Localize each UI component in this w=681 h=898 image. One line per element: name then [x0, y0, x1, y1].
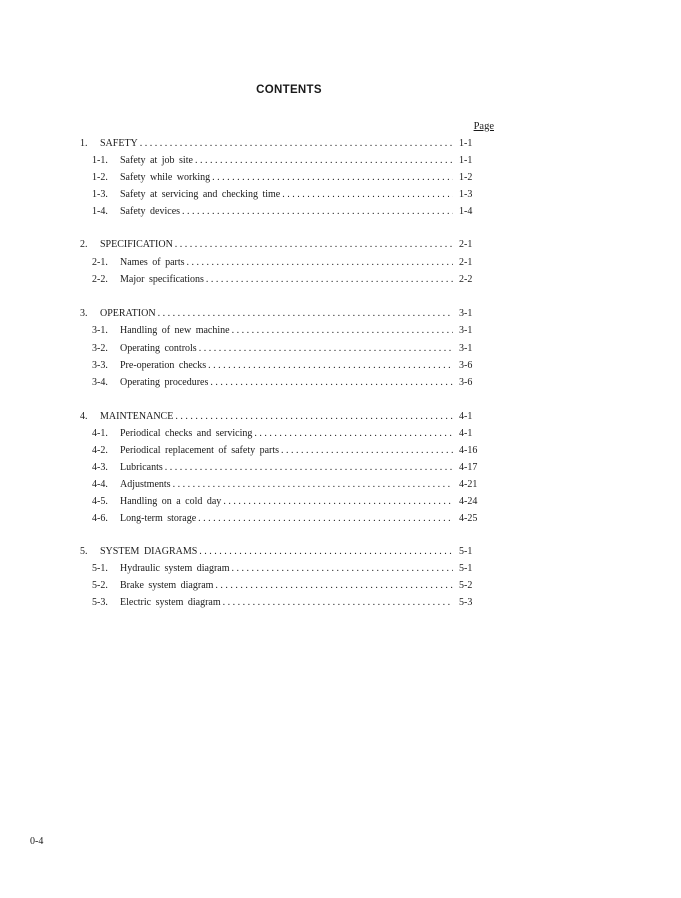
- toc-entry-label: SAFETY: [100, 138, 138, 149]
- toc-entry-number: 1-4.: [92, 206, 108, 217]
- toc-entry-subsection: [80, 580, 487, 594]
- toc-entry-page: 3-6: [459, 360, 473, 371]
- toc-entry-label: Safety at servicing and checking time: [120, 189, 281, 200]
- toc-entry-label: Long-term storage: [120, 513, 197, 524]
- dot-leader: [197, 546, 453, 557]
- toc-entry-page: 1-2: [459, 172, 473, 183]
- dot-leader: [163, 462, 453, 473]
- toc-entry-page: 4-21: [459, 479, 478, 490]
- toc-entry-subsection: [80, 462, 487, 476]
- page-column-header: Page: [473, 121, 494, 132]
- toc-entry-label: Lubricants: [120, 462, 163, 473]
- dot-leader: [196, 513, 453, 524]
- toc-entry-label: Handling on a cold day: [120, 496, 222, 507]
- toc-entry-label: Safety at job site: [120, 155, 193, 166]
- toc-entry-label: Periodical replacement of safety parts: [120, 445, 280, 456]
- toc-entry-page: 4-1: [459, 428, 473, 439]
- dot-leader: [197, 343, 453, 354]
- toc-entry-subsection: [80, 257, 487, 271]
- toc-entry-label: OPERATION: [100, 308, 156, 319]
- toc-entry-label: Safety devices: [120, 206, 181, 217]
- dot-leader: [185, 257, 453, 268]
- toc-entry-number: 1-3.: [92, 189, 108, 200]
- toc-entry-number: 3-2.: [92, 343, 108, 354]
- toc-entry-number: 1-1.: [92, 155, 108, 166]
- toc-entry-subsection: [80, 274, 487, 288]
- toc-entry-page: 3-1: [459, 308, 473, 319]
- toc-entry-subsection: [80, 343, 487, 357]
- dot-leader: [252, 428, 453, 439]
- dot-leader: [193, 155, 453, 166]
- dot-leader: [204, 274, 453, 285]
- toc-entry-page: 4-16: [459, 445, 478, 456]
- toc-entry-label: SYSTEM DIAGRAMS: [100, 546, 198, 557]
- toc-entry-subsection: [80, 377, 487, 391]
- dot-leader: [171, 479, 453, 490]
- toc-entry-subsection: [80, 513, 487, 527]
- toc-entry-section: [80, 411, 487, 425]
- toc-entry-number: 3-1.: [92, 325, 108, 336]
- toc-entry-number: 2-2.: [92, 274, 108, 285]
- toc-entry-label: Adjustments: [120, 479, 171, 490]
- toc-entry-page: 3-1: [459, 343, 473, 354]
- toc-entry-page: 5-1: [459, 546, 473, 557]
- dot-leader: [208, 377, 453, 388]
- toc-entry-number: 4-5.: [92, 496, 108, 507]
- document-title: CONTENTS: [256, 84, 322, 96]
- toc-entry-section: [80, 138, 487, 152]
- toc-entry-label: Operating procedures: [120, 377, 209, 388]
- toc-entry-number: 2.: [80, 239, 88, 250]
- toc-entry-section: [80, 308, 487, 322]
- toc-entry-subsection: [80, 428, 487, 442]
- toc-entry-number: 1-2.: [92, 172, 108, 183]
- toc-entry-subsection: [80, 563, 487, 577]
- toc-entry-number: 3-4.: [92, 377, 108, 388]
- toc-entry-page: 1-1: [459, 155, 473, 166]
- toc-entry-subsection: [80, 479, 487, 493]
- dot-leader: [210, 172, 453, 183]
- toc-entry-subsection: [80, 172, 487, 186]
- toc-entry-number: 5-2.: [92, 580, 108, 591]
- toc-entry-subsection: [80, 496, 487, 510]
- toc-entry-section: [80, 239, 487, 253]
- toc-entry-label: Major specifications: [120, 274, 204, 285]
- dot-leader: [221, 597, 453, 608]
- dot-leader: [230, 563, 453, 574]
- toc-entry-number: 4-1.: [92, 428, 108, 439]
- toc-entry-page: 1-3: [459, 189, 473, 200]
- toc-entry-page: 4-24: [459, 496, 478, 507]
- toc-entry-label: Names of parts: [120, 257, 185, 268]
- dot-leader: [230, 325, 453, 336]
- toc-entry-page: 4-25: [459, 513, 478, 524]
- toc-entry-number: 3-3.: [92, 360, 108, 371]
- toc-entry-page: 2-2: [459, 274, 473, 285]
- toc-entry-label: MAINTENANCE: [100, 411, 174, 422]
- toc-entry-page: 3-6: [459, 377, 473, 388]
- toc-entry-subsection: [80, 325, 487, 339]
- toc-entry-subsection: [80, 360, 487, 374]
- toc-entry-page: 1-4: [459, 206, 473, 217]
- toc-entry-number: 4.: [80, 411, 88, 422]
- toc-entry-number: 4-3.: [92, 462, 108, 473]
- dot-leader: [173, 411, 453, 422]
- toc-entry-label: Safety while working: [120, 172, 211, 183]
- toc-entry-subsection: [80, 189, 487, 203]
- toc-entry-page: 5-1: [459, 563, 473, 574]
- toc-entry-subsection: [80, 155, 487, 169]
- toc-entry-label: Brake system diagram: [120, 580, 214, 591]
- toc-entry-subsection: [80, 597, 487, 611]
- dot-leader: [206, 360, 453, 371]
- footer-page-number: 0-4: [30, 836, 44, 847]
- toc-entry-page: 4-17: [459, 462, 478, 473]
- toc-entry-number: 5-3.: [92, 597, 108, 608]
- toc-entry-number: 4-2.: [92, 445, 108, 456]
- toc-entry-number: 5.: [80, 546, 88, 557]
- toc-entry-label: Pre-operation checks: [120, 360, 207, 371]
- toc-entry-label: Hydraulic system diagram: [120, 563, 230, 574]
- toc-entry-page: 3-1: [459, 325, 473, 336]
- dot-leader: [138, 138, 453, 149]
- toc-entry-subsection: [80, 206, 487, 220]
- dot-leader: [221, 496, 453, 507]
- toc-entry-page: 5-2: [459, 580, 473, 591]
- toc-entry-subsection: [80, 445, 487, 459]
- dot-leader: [279, 445, 453, 456]
- dot-leader: [180, 206, 453, 217]
- toc-entry-page: 1-1: [459, 138, 473, 149]
- toc-entry-page: 2-1: [459, 239, 473, 250]
- toc-entry-label: Electric system diagram: [120, 597, 221, 608]
- toc-entry-number: 4-6.: [92, 513, 108, 524]
- toc-entry-label: Operating controls: [120, 343, 197, 354]
- dot-leader: [213, 580, 453, 591]
- toc-entry-page: 4-1: [459, 411, 473, 422]
- toc-entry-section: [80, 546, 487, 560]
- toc-entry-number: 5-1.: [92, 563, 108, 574]
- toc-entry-page: 2-1: [459, 257, 473, 268]
- toc-entry-number: 1.: [80, 138, 88, 149]
- dot-leader: [173, 239, 453, 250]
- toc-entry-number: 2-1.: [92, 257, 108, 268]
- toc-entry-label: Periodical checks and servicing: [120, 428, 253, 439]
- dot-leader: [280, 189, 453, 200]
- toc-entry-number: 4-4.: [92, 479, 108, 490]
- toc-entry-label: SPECIFICATION: [100, 239, 173, 250]
- toc-entry-label: Handling of new machine: [120, 325, 230, 336]
- dot-leader: [156, 308, 453, 319]
- toc-entry-number: 3.: [80, 308, 88, 319]
- toc-entry-page: 5-3: [459, 597, 473, 608]
